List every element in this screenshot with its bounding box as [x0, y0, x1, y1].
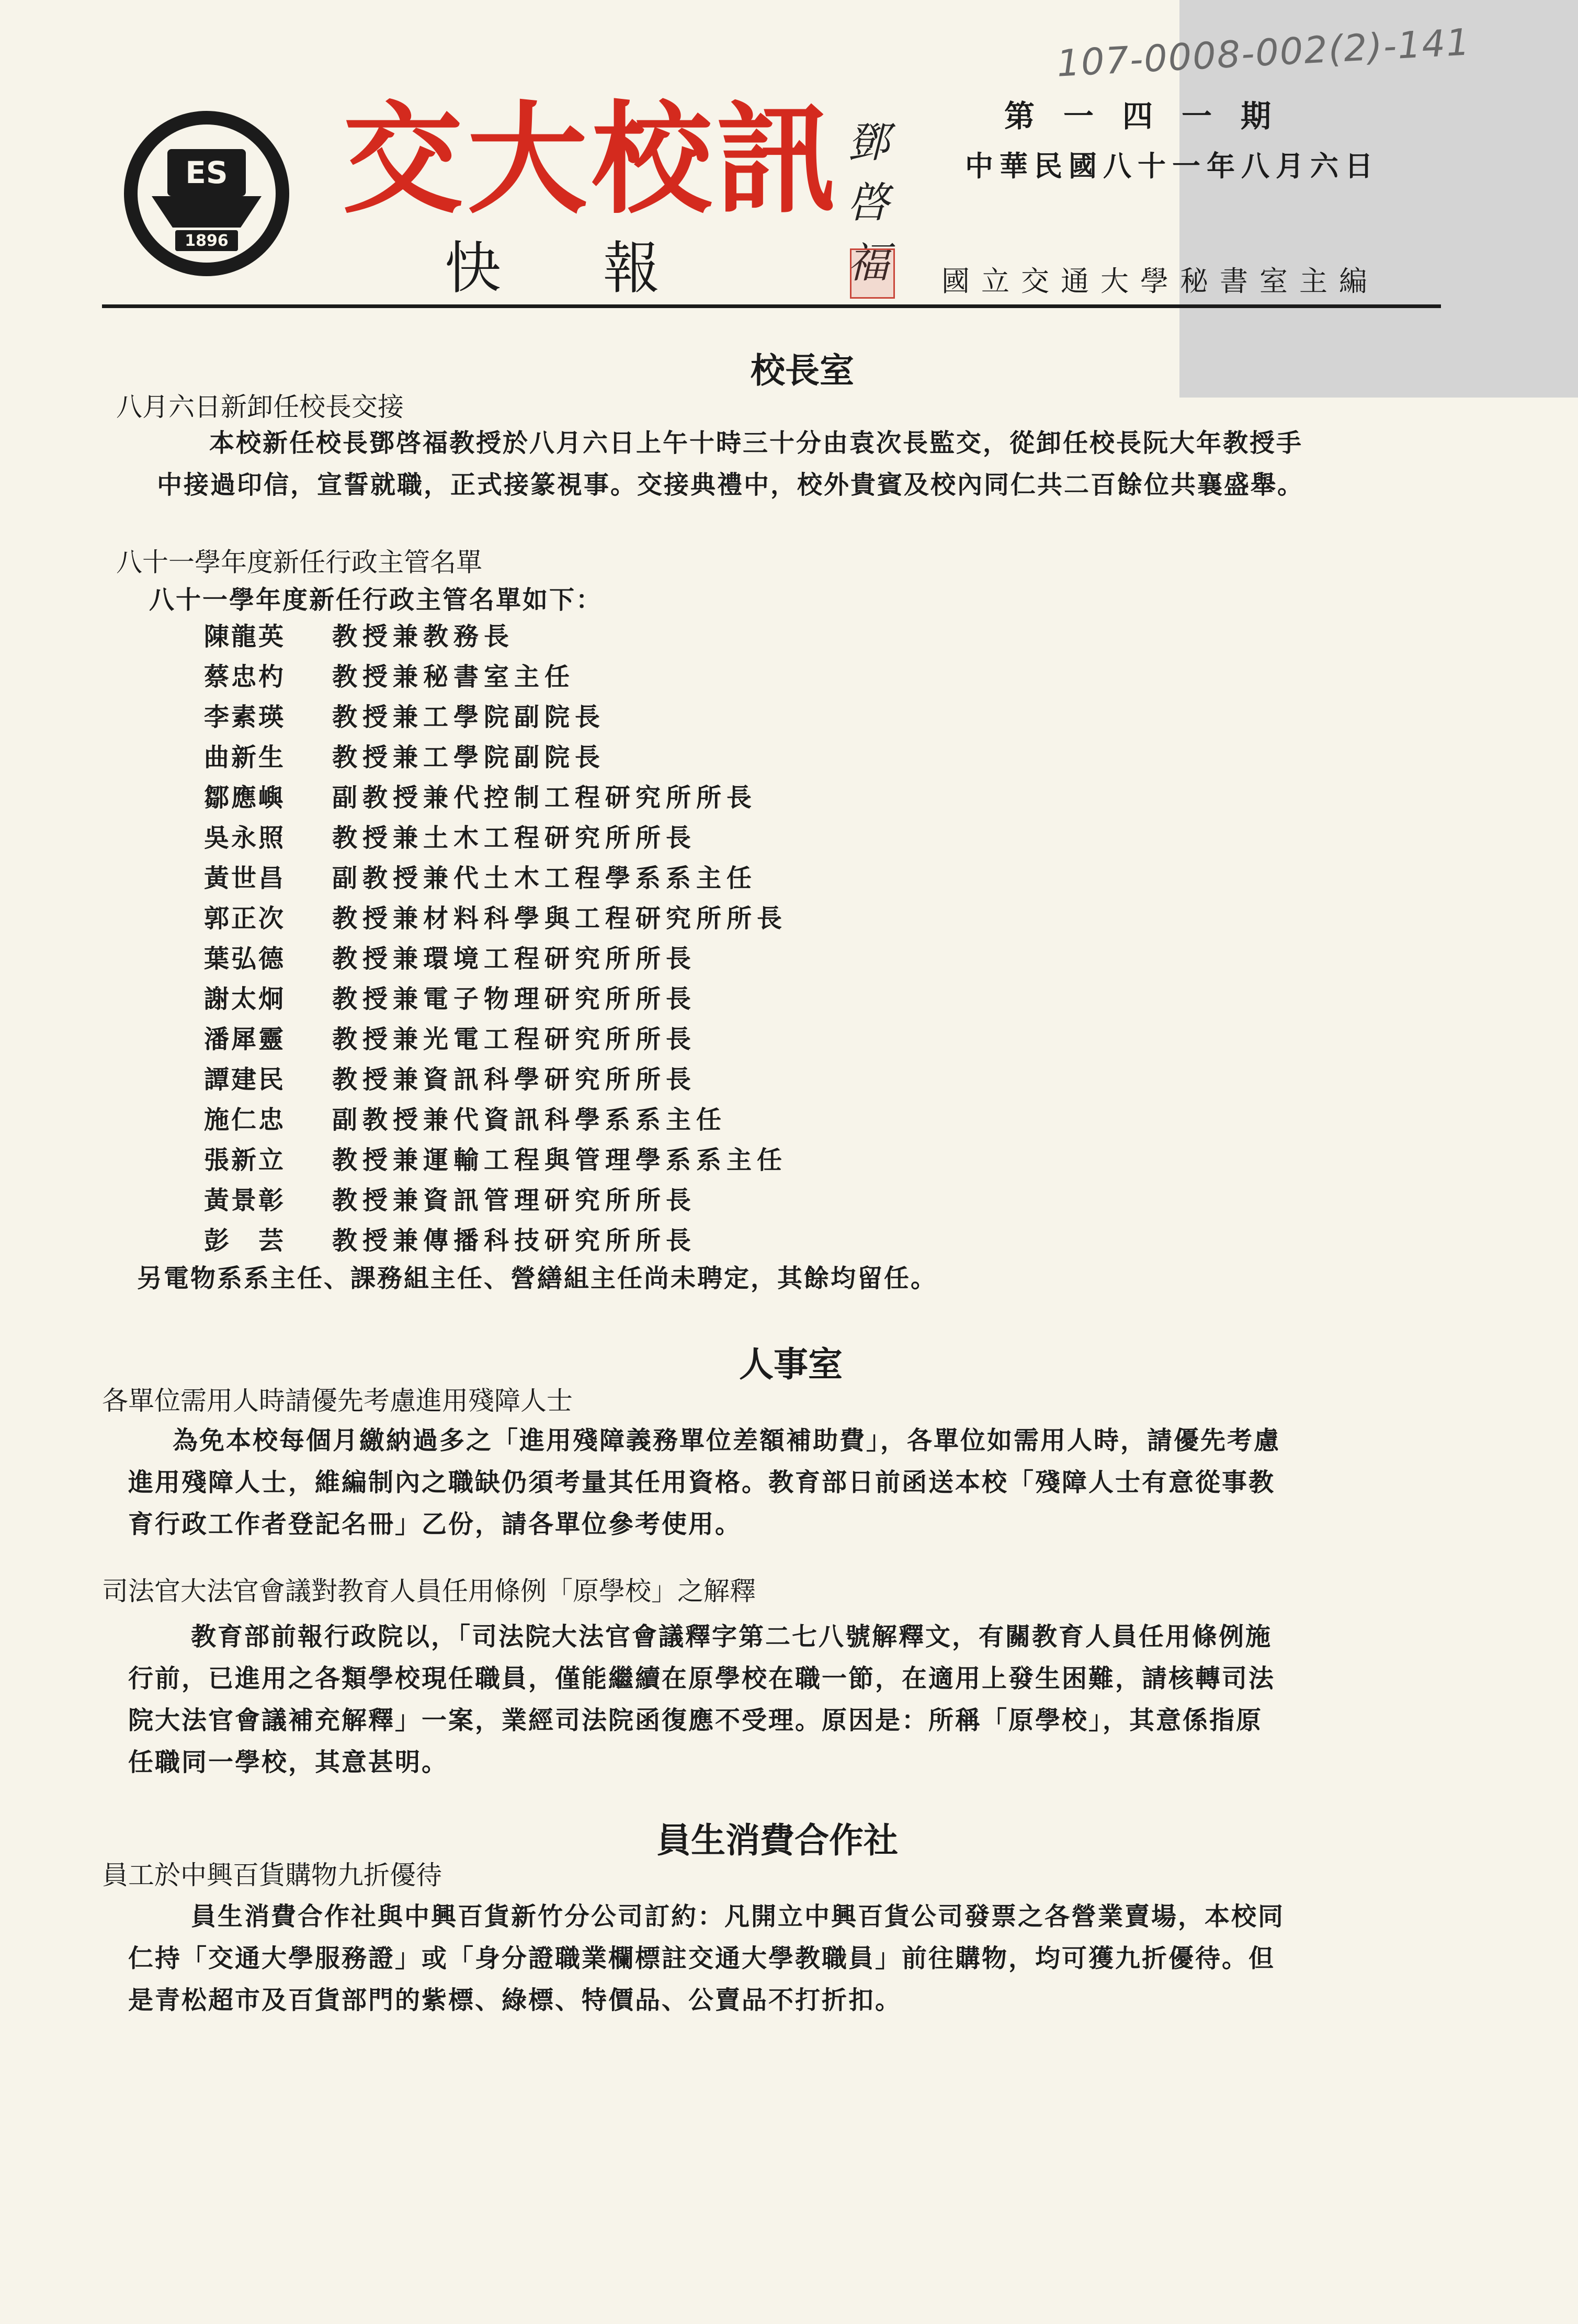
headline-new-administrators: 八十一學年度新任行政主管名單 [116, 547, 482, 577]
paragraph-line: 中接過印信，宣誓就職，正式接篆視事。交接典禮中，校外貴賓及校內同仁共二百餘位共襄盛舉。 [157, 470, 1304, 500]
roster-name: 李素瑛 [204, 702, 286, 732]
roster-title: 副教授兼代控制工程研究所所長 [332, 783, 757, 812]
roster-name: 陳龍英 [204, 622, 286, 651]
university-logo [120, 107, 293, 280]
roster-name: 張新立 [204, 1146, 286, 1175]
roster-title: 教授兼傳播科技研究所所長 [332, 1226, 697, 1255]
roster-title: 教授兼光電工程研究所所長 [332, 1025, 697, 1054]
roster-title: 教授兼電子物理研究所所長 [332, 984, 697, 1014]
headline-store-discount: 員工於中興百貨購物九折優待 [102, 1860, 442, 1890]
paragraph-line: 仁持「交通大學服務證」或「身分證職業欄標註交通大學教職員」前往購物，均可獲九折優待。但 [128, 1944, 1276, 1973]
roster-name: 施仁忠 [204, 1105, 286, 1135]
roster-title: 教授兼運輸工程與管理學系系主任 [332, 1146, 788, 1175]
roster-note: 另電物系系主任、課務組主任、營繕組主任尚未聘定，其餘均留任。 [137, 1264, 938, 1293]
section-title-personnel-office: 人事室 [739, 1344, 843, 1385]
roster-title: 副教授兼代土木工程學系系主任 [332, 864, 757, 893]
issue-number: 第一四一期 [1004, 98, 1300, 134]
roster-name: 葉弘德 [204, 944, 286, 973]
masthead-subtitle: 快報 [445, 236, 762, 301]
roster-title: 教授兼資訊科學研究所所長 [332, 1065, 697, 1094]
archive-code: 107-0008-002(2)-141 [1055, 20, 1472, 85]
roster-title: 教授兼教務長 [332, 622, 515, 651]
headline-original-school-ruling: 司法官大法官會議對教育人員任用條例「原學校」之解釋 [102, 1576, 756, 1606]
paragraph-line: 任職同一學校，其意甚明。 [128, 1748, 449, 1777]
calligraphy-signature: 鄧啓福 [847, 118, 889, 287]
paragraph-line: 院大法官會議補充解釋」一案，業經司法院函復應不受理。原因是：所稱「原學校」，其意係指原 [128, 1706, 1263, 1735]
section-title-cooperative: 員生消費合作社 [656, 1820, 898, 1861]
roster-name: 蔡忠杓 [204, 662, 286, 691]
roster-title: 教授兼工學院副院長 [332, 743, 606, 772]
roster-title: 教授兼秘書室主任 [332, 662, 575, 691]
paragraph-line: 員生消費合作社與中興百貨新竹分公司訂約：凡開立中興百貨公司發票之各營業賣場，本校同 [191, 1902, 1285, 1931]
roster-name: 黃世昌 [204, 864, 286, 893]
headline-disabled-hiring: 各單位需用人時請優先考慮進用殘障人士 [102, 1386, 573, 1416]
roster-title: 教授兼環境工程研究所所長 [332, 944, 697, 973]
paragraph-line: 育行政工作者登記名冊」乙份，請各單位參考使用。 [128, 1510, 742, 1539]
paragraph-line: 為免本校每個月繳納過多之「進用殘障義務單位差額補助費」，各單位如需用人時，請優先考慮 [173, 1426, 1281, 1455]
paragraph-line: 本校新任校長鄧啓福教授於八月六日上午十時三十分由袁次長監交，從卸任校長阮大年教授手 [209, 428, 1303, 458]
roster-intro: 八十一學年度新任行政主管名單如下： [149, 585, 603, 615]
roster-name: 黃景彰 [204, 1186, 286, 1215]
paragraph-line: 教育部前報行政院以，「司法院大法官會議釋字第二七八號解釋文，有關教育人員任用條例施 [191, 1622, 1273, 1651]
roster-name: 吳永照 [204, 823, 286, 853]
editor-credit: 國立交通大學秘書室主編 [941, 265, 1379, 298]
roster-title: 教授兼工學院副院長 [332, 702, 606, 732]
roster-name: 潘犀靈 [204, 1025, 286, 1054]
red-seal-stamp [850, 248, 895, 299]
logo-year: 1896 [185, 232, 229, 250]
masthead-title: 交大校訊 [343, 89, 841, 230]
header-divider [102, 304, 1441, 308]
roster-title: 教授兼材料科學與工程研究所所長 [332, 904, 788, 933]
logo-letters: ES [185, 155, 228, 190]
paragraph-line: 行前，已進用之各類學校現任職員，僅能繼續在原學校在職一節，在適用上發生困難，請核轉司法 [128, 1664, 1276, 1693]
paragraph-line: 進用殘障人士，維編制內之職缺仍須考量其任用資格。教育部日前函送本校「殘障人士有意從事教 [128, 1468, 1276, 1497]
paragraph-line: 是青松超市及百貨部門的紫標、綠標、特價品、公賣品不打折扣。 [128, 1986, 902, 2015]
roster-title: 教授兼土木工程研究所所長 [332, 823, 697, 853]
headline-inauguration: 八月六日新卸任校長交接 [116, 392, 404, 422]
roster-name: 曲新生 [204, 743, 286, 772]
roster-name: 彭 芸 [204, 1226, 286, 1255]
roster-name: 郭正次 [204, 904, 286, 933]
roster-name: 謝太炯 [204, 984, 286, 1014]
roster-title: 教授兼資訊管理研究所所長 [332, 1186, 697, 1215]
section-title-president-office: 校長室 [751, 350, 854, 391]
roster-title: 副教授兼代資訊科學系系主任 [332, 1105, 727, 1135]
roster-name: 譚建民 [204, 1065, 286, 1094]
roster-name: 鄒應嶼 [204, 783, 286, 812]
issue-date: 中華民國八十一年八月六日 [965, 149, 1379, 183]
